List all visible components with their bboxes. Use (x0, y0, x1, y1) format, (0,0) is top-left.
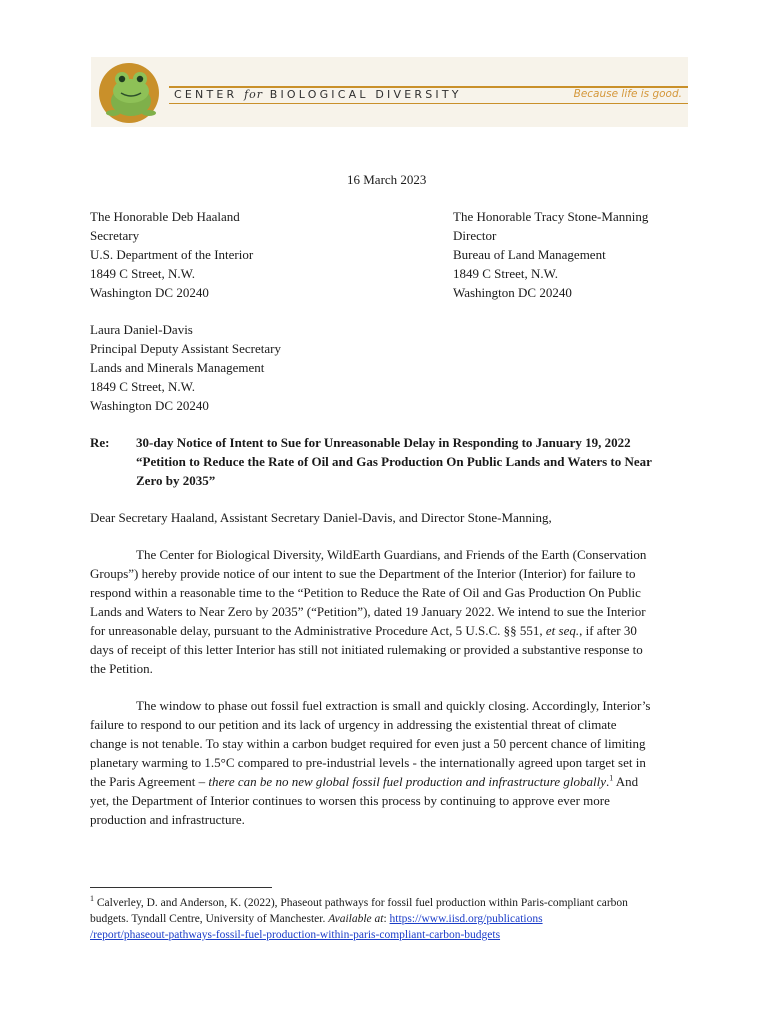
footnote-ref[interactable]: 1 (609, 773, 614, 783)
recipient-stone-manning: The Honorable Tracy Stone-Manning Director Bureau of Land Management 1849 C Street, N.W. Washington DC 20240 (453, 209, 649, 300)
letter-date: 16 March 2023 (347, 172, 427, 187)
frog-logo-icon (91, 57, 181, 127)
paragraph-climate: The window to phase out fossil fuel extraction is small and quickly closing. Accordingly, Interior’s failure to respond to our petition and its lack of urgency in addressing the existential threat of climate change is not tenable. To stay within a carbon budget required for even just a 50 percent chance of limiting planetary warming to 1.5°C compared to pre-industrial levels - the internationally agreed upon target set in the Paris Agreement – there can be no new global fossil fuel production and infrastructure globally.$^1$ And yet, the Department of Interior continues to worsen this process by continuing to approve ever more production and infrastructure. (90, 698, 651, 827)
salutation: Dear Secretary Haaland, Assistant Secretary Daniel-Davis, and Director Stone-Manning, (90, 510, 552, 525)
recipient-daniel-davis: Laura Daniel-Davis Principal Deputy Assistant Secretary Lands and Minerals Management 1849 C Street, N.W. Washington DC 20240 (90, 322, 281, 413)
re-label: Re: (90, 435, 110, 450)
tagline: Because life is good. (573, 88, 682, 100)
recipient-haaland: The Honorable Deb Haaland Secretary U.S. Department of the Interior 1849 C Street, N.W. Washington DC 20240 (90, 209, 254, 300)
footnote-link-cont[interactable]: /report/phaseout-pathways-fossil-fuel-production-within-paris-compliant-carbon-budgets (90, 929, 501, 941)
letterhead (91, 57, 688, 127)
re-subject: 30-day Notice of Intent to Sue for Unreasonable Delay in Responding to January 19, 2022 “Petition to Reduce the Rate of Oil and Gas Production On Public Lands and Waters to Near Zero by 2035” (136, 435, 652, 488)
footnote-link[interactable]: https://www.iisd.org/publications (389, 913, 543, 925)
org-name: CENTER for BIOLOGICAL DIVERSITY (174, 88, 462, 101)
footnote: $^1$ Calverley, D. and Anderson, K. (2022), Phaseout pathways for fossil fuel production within Paris-compliant carbon budgets. Tyndall Centre, University of Manchester. Available at: https://www.iisd.org/publications /report/phaseout-pathways-fossil-fuel-production-within-paris-compliant-carbon-budgets (90, 894, 628, 941)
paragraph-notice: The Center for Biological Diversity, WildEarth Guardians, and Friends of the Earth (Conservation Groups”) hereby provide notice of our intent to sue the Department of the Interior (Interior) for failure to respond within a reasonable time to the “Petition to Reduce the Rate of Oil and Gas Production On Public Lands and Waters to Near Zero by 2035” (“Petition”), dated 19 January 2022. We intend to sue the Interior for unreasonable delay, pursuant to the Administrative Procedure Act, 5 U.S.C. §§ 551, et seq., if after 30 days of receipt of this letter Interior has still not initiated rulemaking or provided a substantive response to the Petition. (90, 547, 647, 676)
footnote-divider (90, 887, 272, 888)
letterhead-rule-bottom (169, 103, 688, 104)
